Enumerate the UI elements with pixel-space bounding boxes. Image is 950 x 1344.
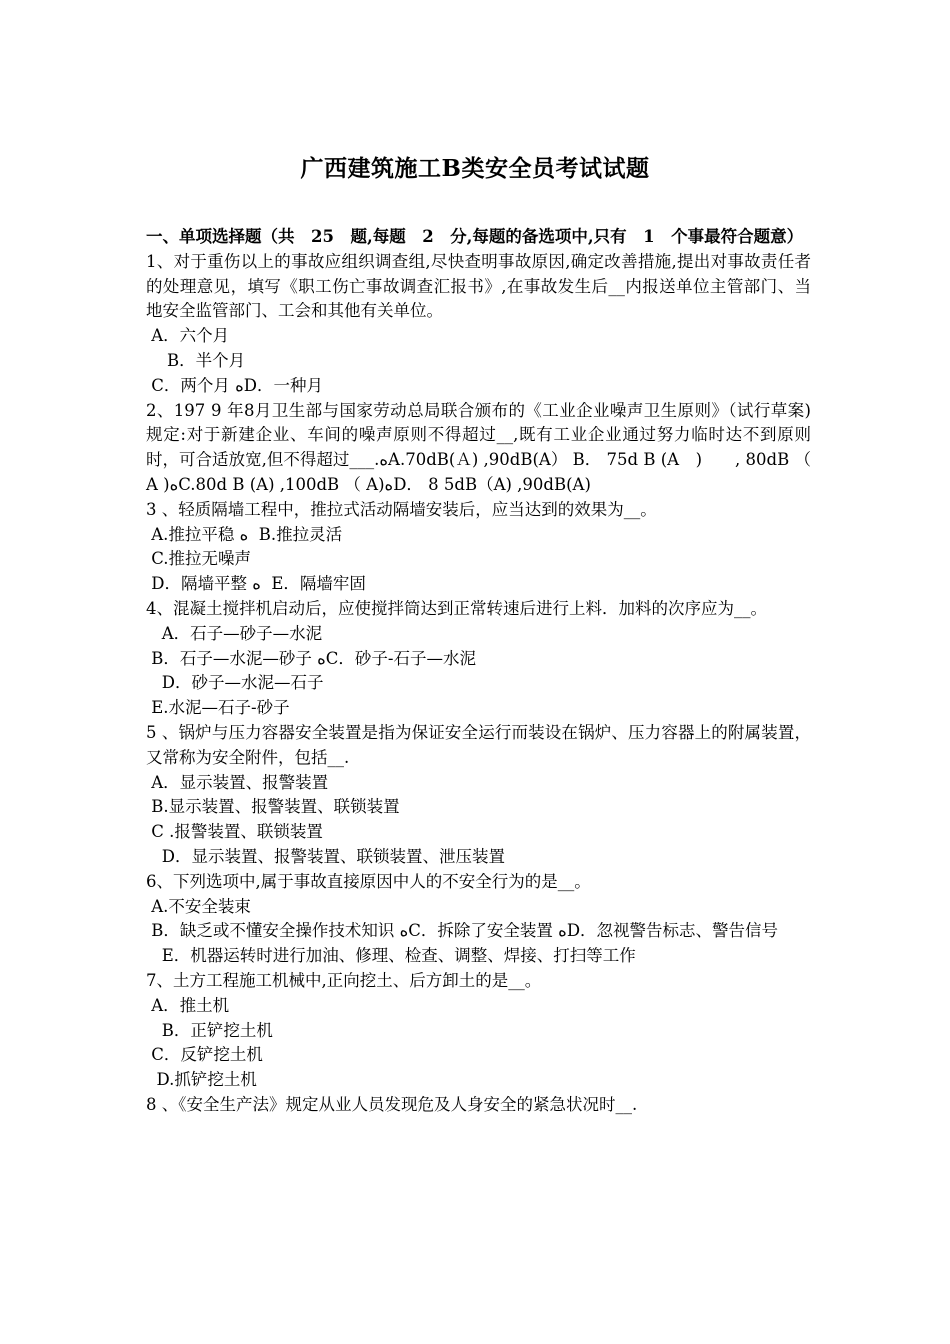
question-option: C .报警装置、联锁装置 bbox=[146, 822, 323, 842]
question-stem: 1、对于重伤以上的事故应组织调查组,尽快查明事故原因,确定改善措施,提出对事故责任者的处理意见，填写《职工伤亡事故调查汇报书》,在事故发生后__内报送单位主管部门、当地安全监管部门、工会和其他有关单位。 bbox=[146, 251, 811, 321]
question-option: D．显示装置、报警装置、联锁装置、泄压装置 bbox=[146, 846, 505, 866]
question-stem: 5 、锅炉与压力容器安全装置是指为保证安全运行而装设在锅炉、压力容器上的附属装置，又常称为安全附件，包括__. bbox=[146, 722, 811, 767]
question-3 bbox=[146, 498, 811, 597]
question-option: C.推拉无噪声 bbox=[146, 549, 252, 569]
question-stem: 8 、《安全生产法》规定从业人员发现危及人身安全的紧急状况时__. bbox=[146, 1094, 638, 1114]
question-7 bbox=[146, 969, 811, 1093]
question-stem: 2、197 9 年8月卫生部与国家劳动总局联合颁布的《工业企业噪声卫生原则》（试行草案)规定:对于新建企业、车间的噪声原则不得超过__,既有工业企业通过努力临时达不到原则时，可合适放宽,但不得超过___.ﻩA.70dB(Ａ) ,90dB(A） B． 75d B (A ) , 80dB （ A )ﻩC.80d B (A) ,100dB （ A)ﻩD． 8 5dB（A) ,90dB(A) bbox=[146, 400, 811, 494]
question-stem: 7、土方工程施工机械中,正向挖土、后方卸土的是__。 bbox=[146, 970, 542, 990]
question-option: A．推土机 bbox=[146, 995, 230, 1015]
question-option: B．半个月 bbox=[146, 350, 246, 370]
question-option: A．石子—砂子—水泥 bbox=[146, 623, 323, 643]
document-body bbox=[146, 225, 811, 1118]
question-option: A.不安全装束 bbox=[146, 896, 251, 916]
question-option: B．石子—水泥—砂子 ﻩC．砂子-石子—水泥 bbox=[146, 648, 476, 668]
question-option: D．砂子—水泥—石子 bbox=[146, 673, 324, 693]
question-option: B．正铲挖土机 bbox=[146, 1020, 273, 1040]
question-option: A.推拉平稳 ﻩ B.推拉灵活 bbox=[146, 524, 343, 544]
question-option: B.显示装置、报警装置、联锁装置 bbox=[146, 797, 400, 817]
question-option: D．隔墙平整 ﻩ E．隔墙牢固 bbox=[146, 574, 366, 594]
question-option: E.水泥—石子-砂子 bbox=[146, 698, 290, 718]
question-1 bbox=[146, 250, 811, 399]
section-heading: 一、单项选择题（共 25 题,每题 2 分,每题的备选项中,只有 1 个事最符合题意） bbox=[146, 227, 804, 246]
question-option: E．机器运转时进行加油、修理、检查、调整、焊接、打扫等工作 bbox=[146, 946, 636, 966]
question-5 bbox=[146, 721, 811, 870]
question-8 bbox=[146, 1093, 811, 1118]
question-6 bbox=[146, 870, 811, 969]
question-option: C．反铲挖土机 bbox=[146, 1045, 263, 1065]
question-stem: 4、混凝土搅拌机启动后，应使搅拌筒达到正常转速后进行上料．加料的次序应为__。 bbox=[146, 598, 767, 618]
question-4 bbox=[146, 597, 811, 721]
question-option: A．显示装置、报警装置 bbox=[146, 772, 329, 792]
question-option: B．缺乏或不懂安全操作技术知识 ﻩC．拆除了安全装置 ﻩD．忽视警告标志、警告信号 bbox=[146, 921, 779, 941]
question-option: D.抓铲挖土机 bbox=[146, 1070, 257, 1090]
question-stem: 6、下列选项中,属于事故直接原因中人的不安全行为的是__。 bbox=[146, 871, 591, 891]
document-title: 广西建筑施工B类安全员考试试题 bbox=[300, 155, 650, 182]
question-option: A．六个月 bbox=[146, 326, 230, 346]
question-2 bbox=[146, 399, 811, 498]
question-option: C．两个月 ﻩD．一种月 bbox=[146, 375, 324, 395]
question-stem: 3 、轻质隔墙工程中，推拉式活动隔墙安装后，应当达到的效果为__。 bbox=[146, 499, 657, 519]
